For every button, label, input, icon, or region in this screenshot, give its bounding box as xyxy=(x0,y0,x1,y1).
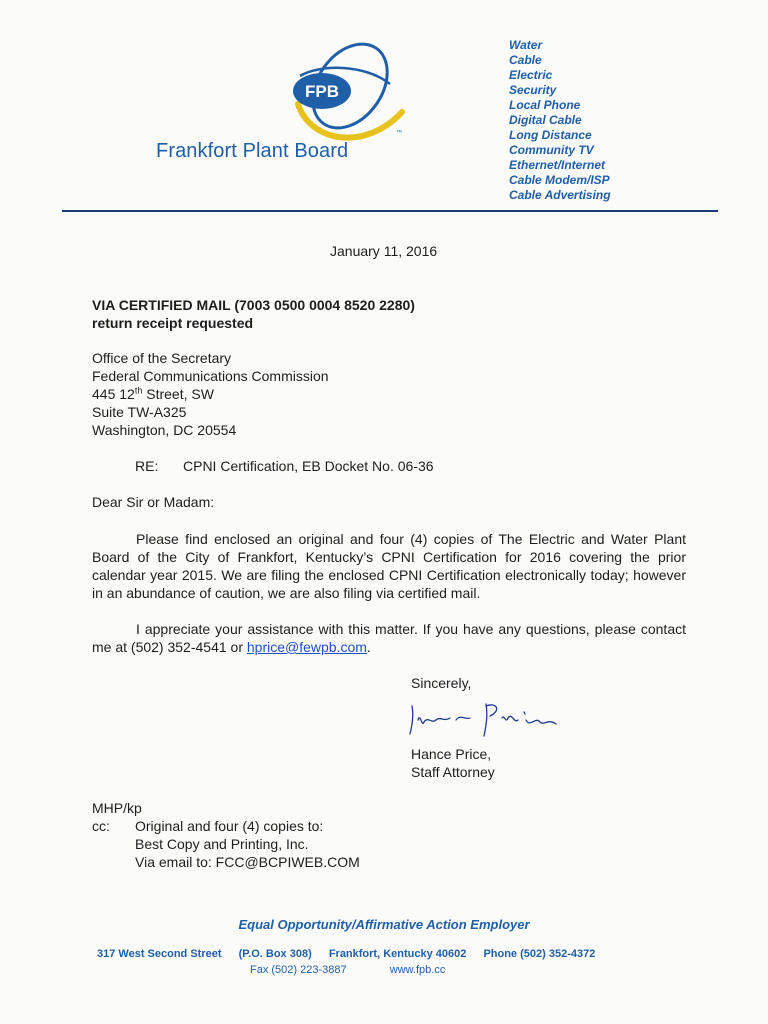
brand-name: Frankfort Plant Board xyxy=(156,140,349,162)
recipient-address xyxy=(92,349,329,439)
salutation: Dear Sir or Madam: xyxy=(92,494,215,510)
address-line: Office of the Secretary xyxy=(92,350,232,366)
service-item: Local Phone xyxy=(509,98,581,112)
address-line: Federal Communications Commission xyxy=(92,368,329,384)
cc-line: Best Copy and Printing, Inc. xyxy=(135,836,309,852)
email-link[interactable]: hprice@fewpb.com xyxy=(246,639,367,655)
paragraph-2-end: . xyxy=(366,639,371,655)
subject-label: RE: xyxy=(135,458,159,474)
eoe-statement: Equal Opportunity/Affirmative Action Employer xyxy=(238,917,530,932)
footer-city: Frankfort, Kentucky 40602 xyxy=(328,948,467,960)
footer-website[interactable]: www.fpb.cc xyxy=(389,964,446,976)
address-street xyxy=(92,385,329,403)
service-item: Electric xyxy=(509,68,553,82)
services-list xyxy=(509,38,611,203)
service-item: Security xyxy=(509,83,557,97)
paragraph-2-text: I appreciate your assistance with this matter. If you have any questions, please contact me at (502) 352-4541 or xyxy=(92,621,686,655)
service-item: Cable Modem/ISP xyxy=(509,173,610,187)
address-line: Washington, DC 20554 xyxy=(92,422,237,438)
letter-date: January 11, 2016 xyxy=(330,243,438,259)
reference-initials: MHP/kp xyxy=(92,800,142,816)
service-item: Cable xyxy=(509,53,542,67)
service-item: Digital Cable xyxy=(509,113,582,127)
body-paragraph-2 xyxy=(92,620,686,656)
body-paragraph-1: Please find enclosed an original and four (4) copies of The Electric and Water Plant Board of the City of Frankfort, Kentucky’s CPNI Certification for 2016 covering the prior calendar year 2015. We are filing the enclosed CPNI Certification electronically today; however in an abundance of caution, we are also filing via certified mail. xyxy=(92,531,686,601)
subject-text: CPNI Certification, EB Docket No. 06-36 xyxy=(183,458,434,474)
footer-address xyxy=(97,948,609,960)
service-item: Ethernet/Internet xyxy=(509,158,606,172)
signer-title: Staff Attorney xyxy=(411,764,495,780)
closing: Sincerely, xyxy=(411,675,472,691)
signer-name: Hance Price, xyxy=(411,746,492,762)
footer-fax: Fax (502) 223-3887 xyxy=(250,964,347,976)
footer-phone: Phone (502) 352-4372 xyxy=(483,948,596,960)
delivery-method: VIA CERTIFIED MAIL (7003 0500 0004 8520 2280) xyxy=(92,297,415,313)
service-item: Long Distance xyxy=(509,128,592,142)
cc-label: cc: xyxy=(92,818,110,834)
cc-line: Via email to: FCC@BCPIWEB.COM xyxy=(135,854,360,870)
service-item: Cable Advertising xyxy=(509,188,611,202)
footer-street: 317 West Second Street xyxy=(97,948,222,960)
cc-list xyxy=(135,817,360,871)
delivery-note: return receipt requested xyxy=(92,315,254,331)
header-divider xyxy=(62,210,718,212)
cc-line: Original and four (4) copies to: xyxy=(135,818,324,834)
trademark-symbol: ™ xyxy=(396,130,402,136)
footer-po-box: (P.O. Box 308) xyxy=(238,948,312,960)
address-line: Suite TW-A325 xyxy=(92,404,187,420)
footer-contact xyxy=(250,964,485,976)
handwritten-signature xyxy=(406,698,566,740)
service-item: Community TV xyxy=(509,143,594,157)
service-item: Water xyxy=(509,38,543,52)
street-suffix: th xyxy=(134,385,143,396)
street-name: Street, SW xyxy=(142,386,214,402)
logo-text: FPB xyxy=(305,82,339,101)
street-number: 445 12 xyxy=(92,386,135,402)
